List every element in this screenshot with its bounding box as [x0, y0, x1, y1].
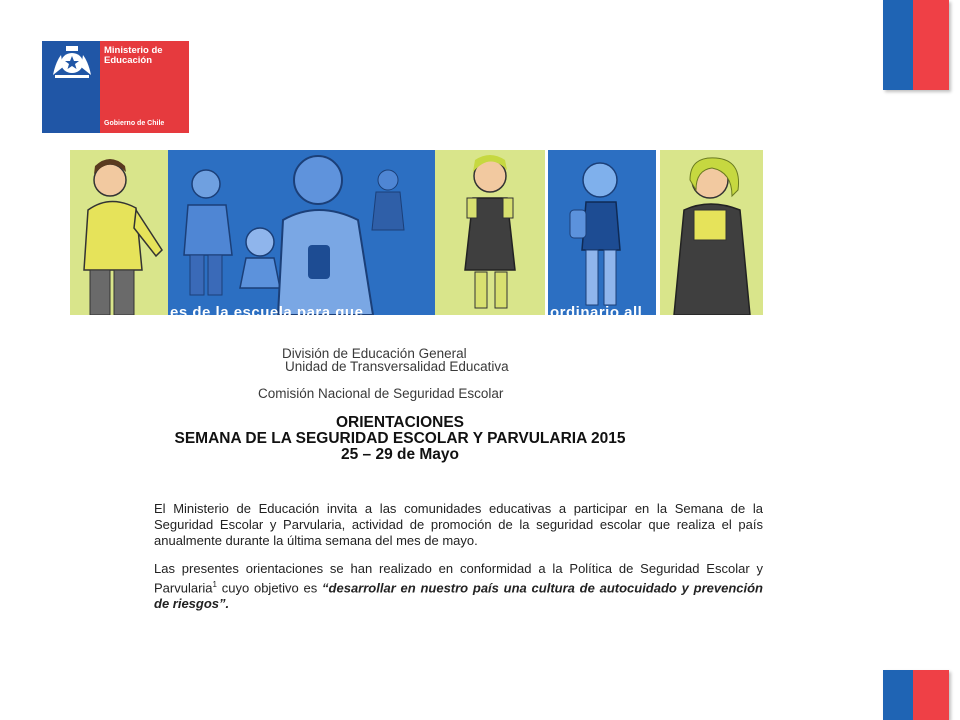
- woman-figure-icon: [660, 150, 763, 315]
- title-orientaciones: ORIENTACIONES: [335, 414, 465, 431]
- family-figures-icon: [168, 150, 435, 315]
- logo-blue-block: [42, 41, 100, 133]
- body-paragraph-1: El Ministerio de Educación invita a las comunidades educativas a participar en la Semana de la Seguridad Escolar y Parvularia, actividad de promoción de la seguridad escolar que realiza el país anualmente durante la última semana del mes de mayo.: [154, 501, 763, 548]
- illustration-banner: [70, 150, 763, 321]
- commission-line: Comisión Nacional de Seguridad Escolar: [258, 386, 504, 401]
- body-paragraph-2: [154, 561, 763, 612]
- student-figure-icon: [548, 150, 656, 315]
- chile-coat-of-arms-icon: [49, 45, 95, 79]
- flag-red-stripe: [913, 0, 949, 90]
- ministry-name: Ministerio de Educación: [104, 45, 163, 66]
- illustration-panel-student: [548, 150, 656, 315]
- title-dates: 25 – 29 de Mayo: [340, 446, 460, 463]
- banner-caption-left: es de la escuela para que: [170, 304, 364, 321]
- flag-red-stripe: [913, 670, 949, 720]
- flag-accent-top: [883, 0, 949, 90]
- paragraph-2-mid: cuyo objetivo es: [216, 580, 323, 596]
- banner-caption-right: ordinario all: [550, 304, 643, 321]
- paragraph-2-start: Las presentes orientaciones se han realizado en conformidad a la Política de Seguridad Escolar y Parvularia: [154, 561, 763, 596]
- ministry-logo: [42, 41, 189, 133]
- flag-blue-stripe: [883, 0, 913, 90]
- government-name: Gobierno de Chile: [104, 120, 165, 127]
- unit-line: Unidad de Transversalidad Educativa: [285, 359, 509, 374]
- footnote-marker: 1: [212, 580, 217, 589]
- title-semana: SEMANA DE LA SEGURIDAD ESCOLAR Y PARVULARIA 2015: [174, 430, 626, 447]
- illustration-panel-boy: [70, 150, 168, 315]
- girl-figure-icon: [435, 150, 545, 315]
- flag-blue-stripe: [883, 670, 913, 720]
- logo-red-block: [100, 41, 189, 133]
- boy-figure-icon: [70, 150, 168, 315]
- flag-accent-bottom: [883, 670, 949, 720]
- illustration-panel-girl: [435, 150, 545, 315]
- illustration-panel-family: [168, 150, 435, 315]
- illustration-panel-woman: [660, 150, 763, 315]
- division-line: División de Educación General: [282, 346, 467, 361]
- objective-quote: “desarrollar en nuestro país una cultura de autocuidado y prevención de riesgos”.: [154, 580, 763, 612]
